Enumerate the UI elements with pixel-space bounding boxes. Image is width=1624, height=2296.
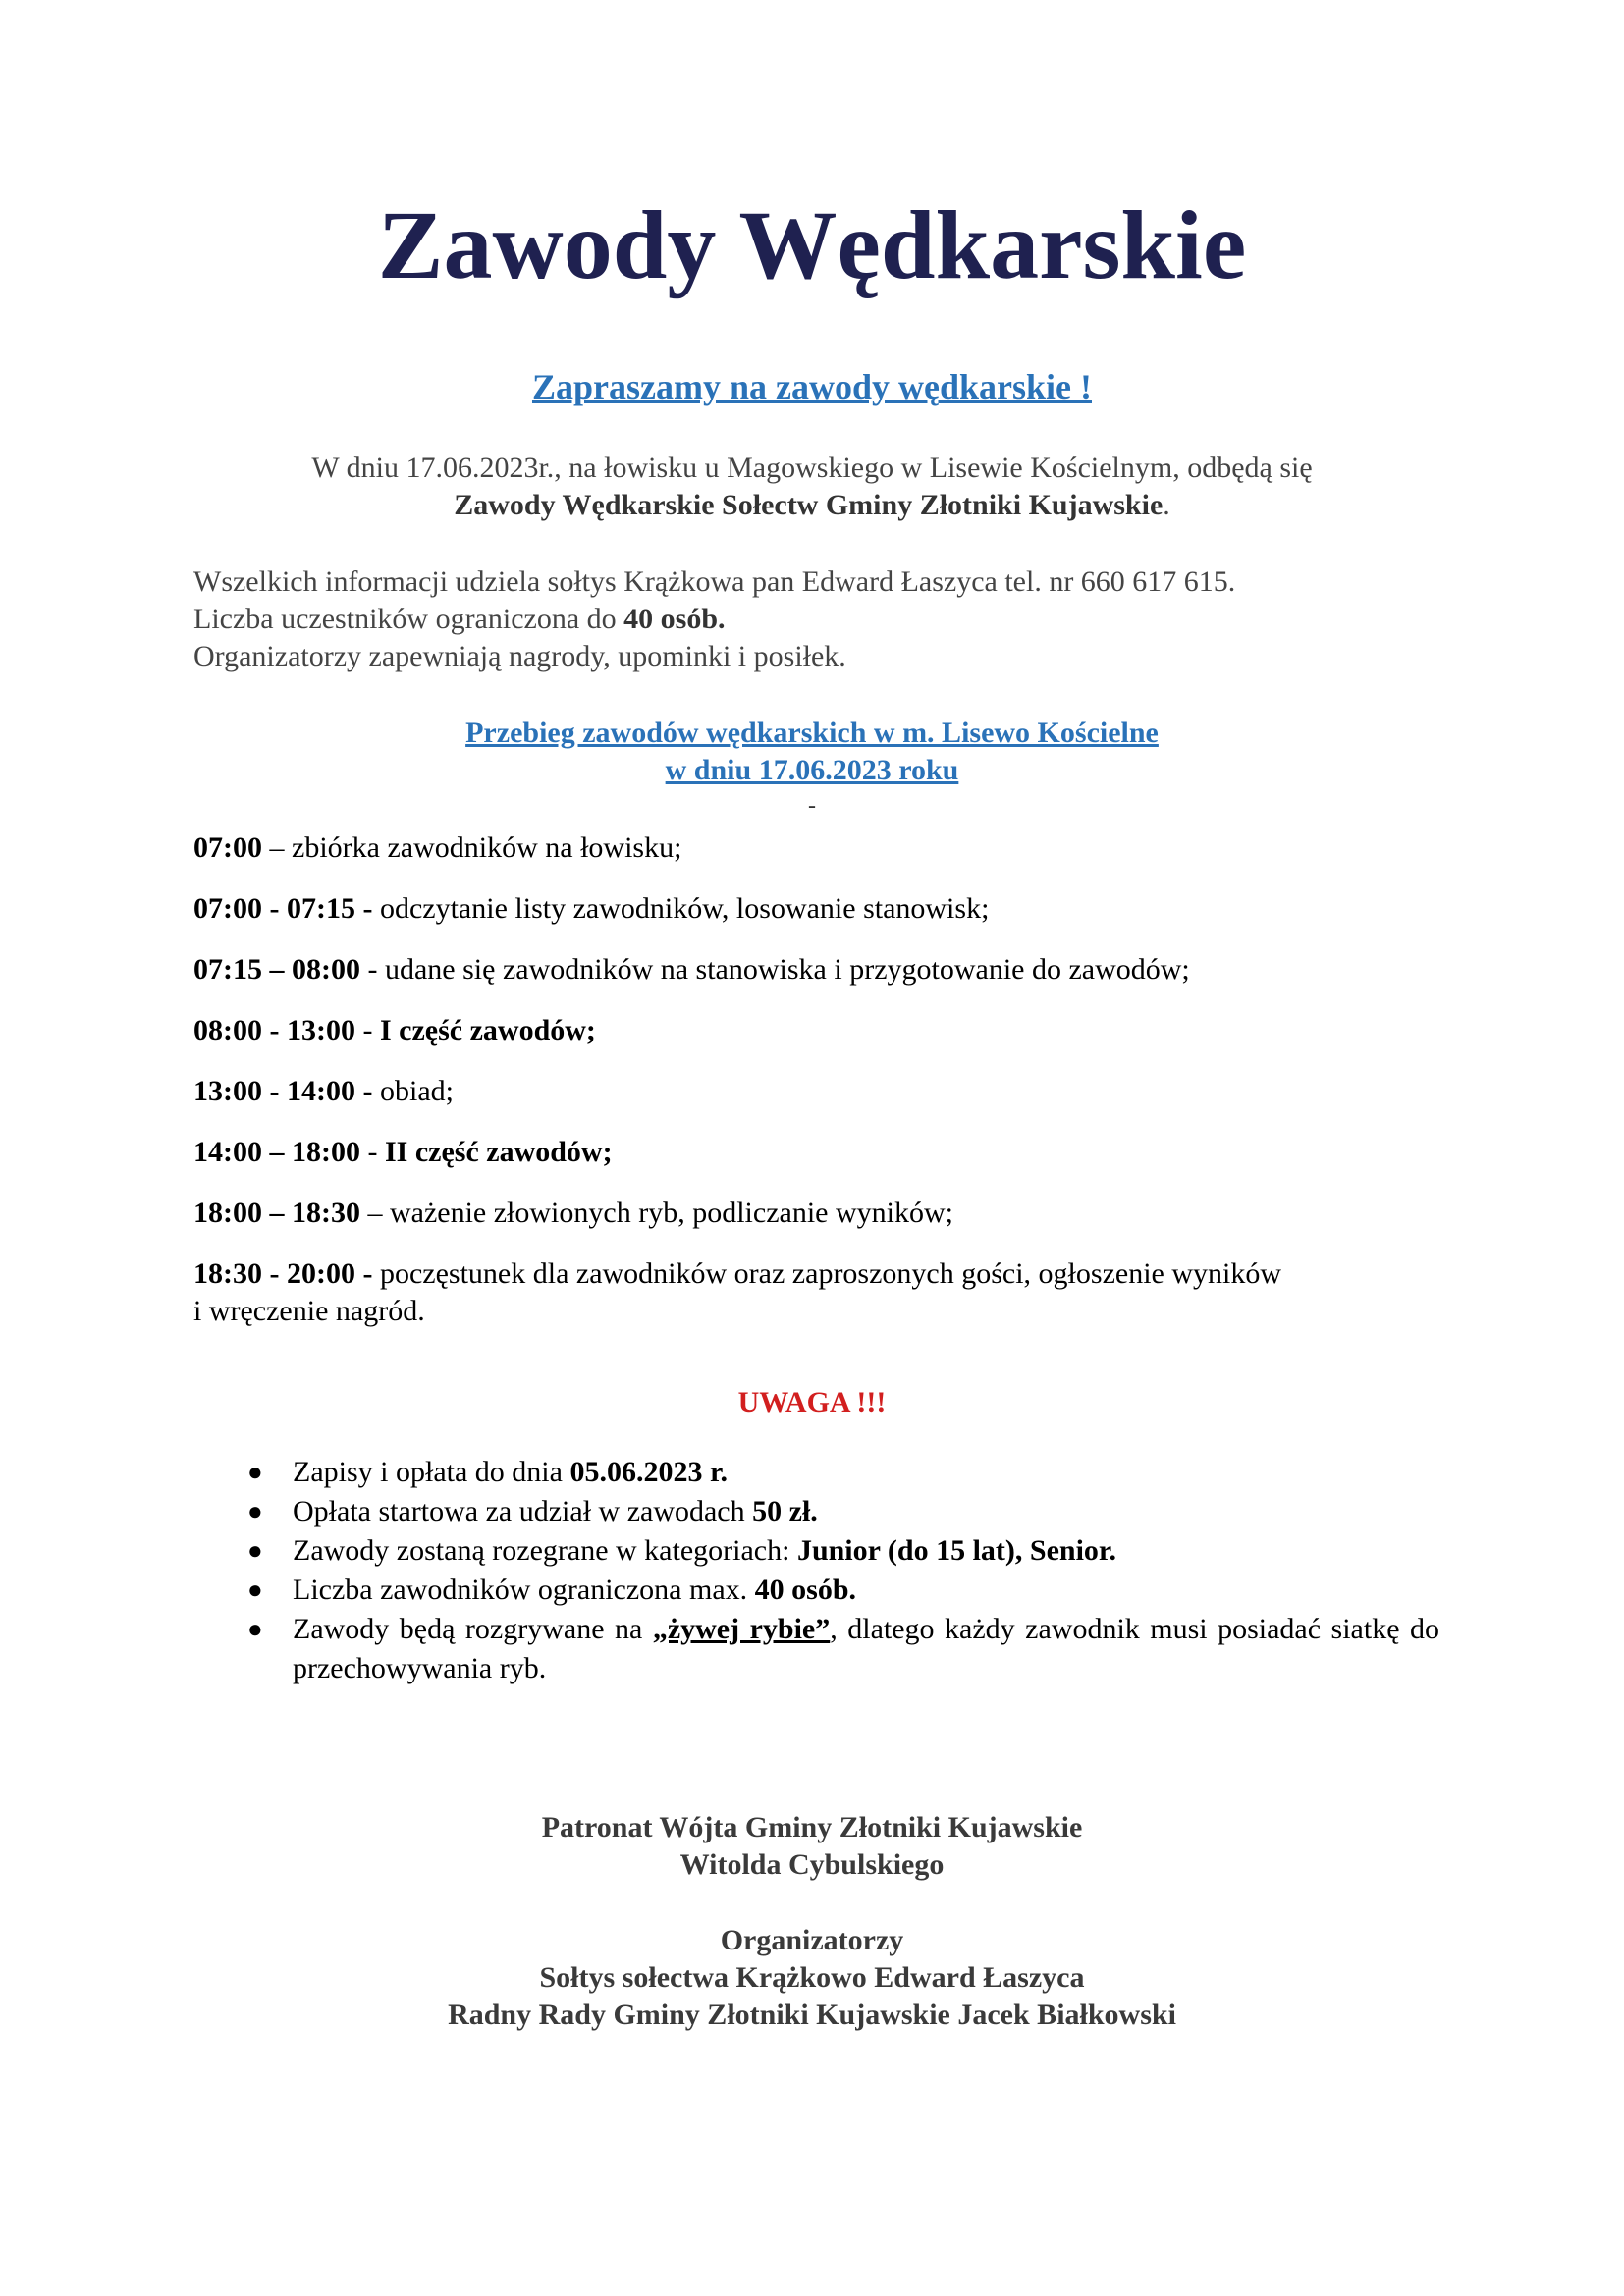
rule-bold: 40 osób. (754, 1574, 856, 1606)
bullet-icon: ● (247, 1575, 263, 1604)
rules-list (247, 1453, 1439, 1688)
rule-text: Zapisy i opłata do dnia (293, 1456, 570, 1488)
schedule-sep: - (359, 953, 385, 986)
schedule-sep: - (354, 1075, 380, 1107)
schedule-sep: - (354, 1014, 380, 1046)
schedule-desc: ważenie złowionych ryb, podliczanie wyników; (389, 1197, 953, 1229)
intro-period: . (1163, 489, 1170, 521)
rule-bold-underlined: „żywej rybie” (652, 1613, 831, 1645)
info-paragraph (193, 563, 1235, 675)
schedule-item (193, 1255, 1440, 1330)
info-line-limit (193, 601, 1235, 638)
schedule-sep: - (359, 1136, 385, 1168)
schedule-time: 14:00 – 18:00 (193, 1136, 360, 1168)
rule-item (247, 1610, 1439, 1688)
intro-line-2 (0, 487, 1624, 524)
schedule-item (193, 1134, 1440, 1171)
organizers-block (0, 1922, 1624, 2034)
schedule-desc: udane się zawodników na stanowiska i przygotowanie do zawodów; (384, 953, 1190, 986)
schedule-sep (372, 1257, 380, 1290)
page-title: Zawody Wędkarskie (377, 190, 1247, 299)
rule-item (247, 1531, 1439, 1571)
bullet-icon: ● (247, 1536, 263, 1565)
patronage-block (0, 1809, 1624, 1884)
schedule-desc: odczytanie listy zawodników, losowanie stanowisk; (379, 892, 990, 925)
schedule-item (193, 829, 1440, 867)
limit-value: 40 osób. (623, 603, 726, 635)
organizers-heading: Organizatorzy (720, 1924, 904, 1956)
event-name: Zawody Wędkarskie Sołectw Gminy Złotniki Kujawskie (454, 489, 1164, 521)
schedule-time: 18:30 - 20:00 - (193, 1257, 373, 1290)
schedule-item (193, 890, 1440, 928)
schedule-desc: obiad; (379, 1075, 454, 1107)
organizer-2: Radny Rady Gminy Złotniki Kujawskie Jacek Białkowski (448, 1999, 1176, 2031)
rule-text: Zawody zostaną rozegrane w kategoriach: (293, 1534, 797, 1567)
schedule-desc: I część zawodów; (379, 1014, 596, 1046)
schedule-sep (372, 892, 380, 925)
schedule-item (193, 1195, 1440, 1232)
rule-item (247, 1453, 1439, 1492)
schedule-item (193, 1073, 1440, 1110)
info-line-contact: Wszelkich informacji udziela sołtys Krążkowa pan Edward Łaszyca tel. nr 660 617 615. (193, 565, 1236, 598)
schedule-sep: – (262, 831, 292, 864)
limit-text: Liczba uczestników ograniczona do (193, 603, 624, 635)
patronage-line-1: Patronat Wójta Gminy Złotniki Kujawskie (541, 1811, 1083, 1843)
schedule-desc-continued: i wręczenie nagród. (193, 1295, 425, 1327)
schedule-heading-line-1: Przebieg zawodów wędkarskich w m. Lisewo Kościelne (465, 717, 1159, 749)
schedule-time: 07:00 - 07:15 - (193, 892, 373, 925)
bullet-icon: ● (247, 1458, 263, 1486)
schedule-item (193, 951, 1440, 988)
intro-line-1: W dniu 17.06.2023r., na łowisku u Magowskiego w Lisewie Kościelnym, odbędą się (311, 452, 1313, 484)
schedule-desc: poczęstunek dla zawodników oraz zaproszonych gości, ogłoszenie wyników (379, 1257, 1282, 1290)
schedule-desc: zbiórka zawodników na łowisku; (292, 831, 682, 864)
rule-item (247, 1571, 1439, 1610)
rule-text: Opłata startowa za udział w zawodach (293, 1495, 753, 1527)
rule-tail: , dlatego każdy zawodnik musi posiadać siatkę do przechowywania ryb. (293, 1613, 1440, 1684)
schedule-time: 18:00 – 18:30 (193, 1197, 360, 1229)
schedule-time: 07:00 (193, 831, 262, 864)
schedule-list (193, 829, 1440, 1354)
rule-text: Liczba zawodników ograniczona max. (293, 1574, 755, 1606)
rule-bold: Junior (do 15 lat), Senior. (796, 1534, 1116, 1567)
rule-text: Zawody będą rozgrywane na (293, 1613, 653, 1645)
attention-heading: UWAGA !!! (737, 1386, 887, 1418)
rule-bold: 50 zł. (752, 1495, 818, 1527)
rule-item (247, 1492, 1439, 1531)
patronage-line-2: Witolda Cybulskiego (679, 1848, 945, 1881)
bullet-icon: ● (247, 1497, 263, 1525)
rule-bold: 05.06.2023 r. (569, 1456, 728, 1488)
bullet-icon: ● (247, 1615, 263, 1643)
schedule-sep: – (359, 1197, 390, 1229)
schedule-item (193, 1012, 1440, 1049)
intro-paragraph (0, 450, 1624, 524)
invitation-heading: Zapraszamy na zawody wędkarskie ! (531, 367, 1092, 406)
info-line-prizes: Organizatorzy zapewniają nagrody, upominki i posiłek. (193, 640, 846, 672)
organizer-1: Sołtys sołectwa Krążkowo Edward Łaszyca (539, 1961, 1085, 1994)
schedule-time: 07:15 – 08:00 (193, 953, 360, 986)
schedule-heading-line-2: w dniu 17.06.2023 roku (665, 754, 959, 786)
stray-dash: - (808, 793, 816, 819)
schedule-heading (0, 715, 1624, 789)
schedule-time: 08:00 - 13:00 (193, 1014, 355, 1046)
schedule-desc: II część zawodów; (384, 1136, 613, 1168)
schedule-time: 13:00 - 14:00 (193, 1075, 355, 1107)
